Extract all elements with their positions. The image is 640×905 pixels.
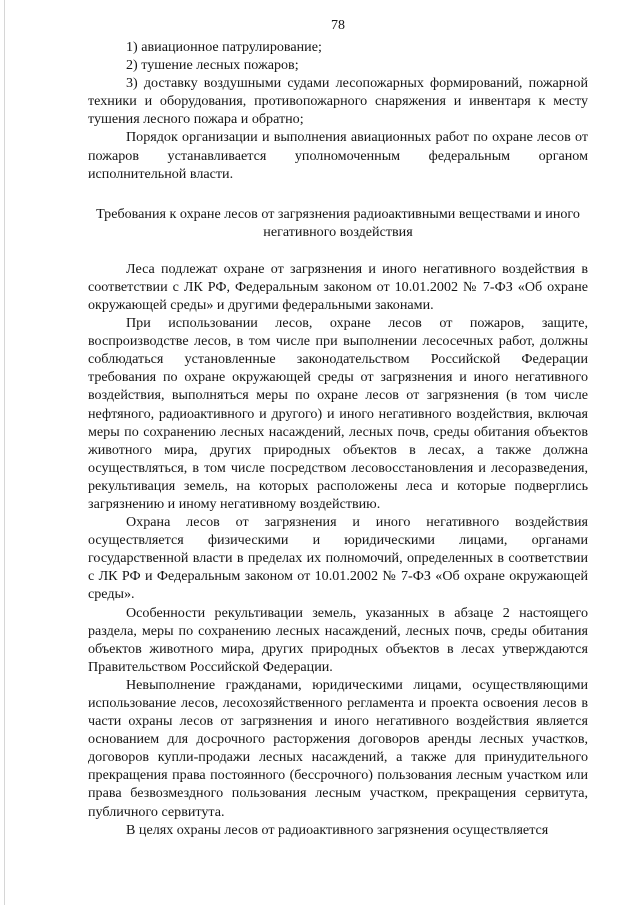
document-body	[88, 38, 588, 839]
section-heading: Требования к охране лесов от загрязнения радиоактивными веществами и иного негативного воздействия	[96, 205, 580, 241]
paragraph-5: Невыполнение гражданами, юридическими лицами, осуществляющими использование лесов, лесохозяйственного регламента и проекта освоения лесов в части охраны лесов от загрязнения и иного негативного воздействия является основанием для досрочного расторжения договоров аренды лесных участков, договоров купли-продажи лесных насаждений, а также для принудительного прекращения права постоянного (бессрочного) пользования лесным участком или права безвозмездного пользования лесным участком, прекращения сервитута, публичного сервитута.	[88, 676, 588, 820]
paragraph-6: В целях охраны лесов от радиоактивного загрязнения осуществляется	[126, 821, 549, 838]
paragraph-3: Охрана лесов от загрязнения и иного негативного воздействия осуществляется физическими и юридическими лицами, органами государственной власти в пределах их полномочий, определенных в соответствии с ЛК РФ и Федеральным законом от 10.01.2002 № 7-ФЗ «Об охране окружающей среды».	[88, 514, 588, 603]
intro-paragraph: Порядок организации и выполнения авиационных работ по охране лесов от пожаров устанавливается уполномоченным федеральным органом исполнительной власти.	[88, 129, 588, 182]
paragraph-1: Леса подлежат охране от загрязнения и иного негативного воздействия в соответствии с ЛК РФ, Федеральным законом от 10.01.2002 № 7-ФЗ «Об охране окружающей среды» и другими федеральными законами.	[88, 260, 588, 313]
page-number: 78	[331, 18, 345, 33]
list-item-1: 1) авиационное патрулирование;	[126, 39, 322, 55]
paragraph-4: Особенности рекультивации земель, указанных в абзаце 2 настоящего раздела, меры по сохранению лесных насаждений, лесных почв, среды обитания объектов животного мира, других природных объектов в лесах утверждаются Правительством Российской Федерации.	[88, 604, 588, 675]
list-item-3: 3) доставку воздушными судами лесопожарных формирований, пожарной техники и оборудования, противопожарного снаряжения и инвентаря к месту тушения лесного пожара и обратно;	[88, 75, 588, 128]
document-page	[88, 16, 588, 839]
list-item-2: 2) тушение лесных пожаров;	[126, 57, 299, 74]
scan-edge-line	[4, 0, 5, 905]
paragraph-2: При использовании лесов, охране лесов от пожаров, защите, воспроизводстве лесов, в том числе при выполнении лесосечных работ, должны соблюдаться установленные законодательством Российской Федерации требования по охране окружающей среды от загрязнения и иного негативного воздействия, выполняться меры по охране лесов от загрязнения (в том числе нефтяного, радиоактивного и другого) и иного негативного воздействия, включая меры по сохранению лесных насаждений, лесных почв, среды обитания объектов животного мира, других природных объектов в лесах, а также должна осуществляться, в том числе посредством лесовосстановления и лесоразведения, рекультивация земель, на которых расположены леса и которые подверглись загрязнению и иному негативному воздействию.	[88, 315, 588, 512]
